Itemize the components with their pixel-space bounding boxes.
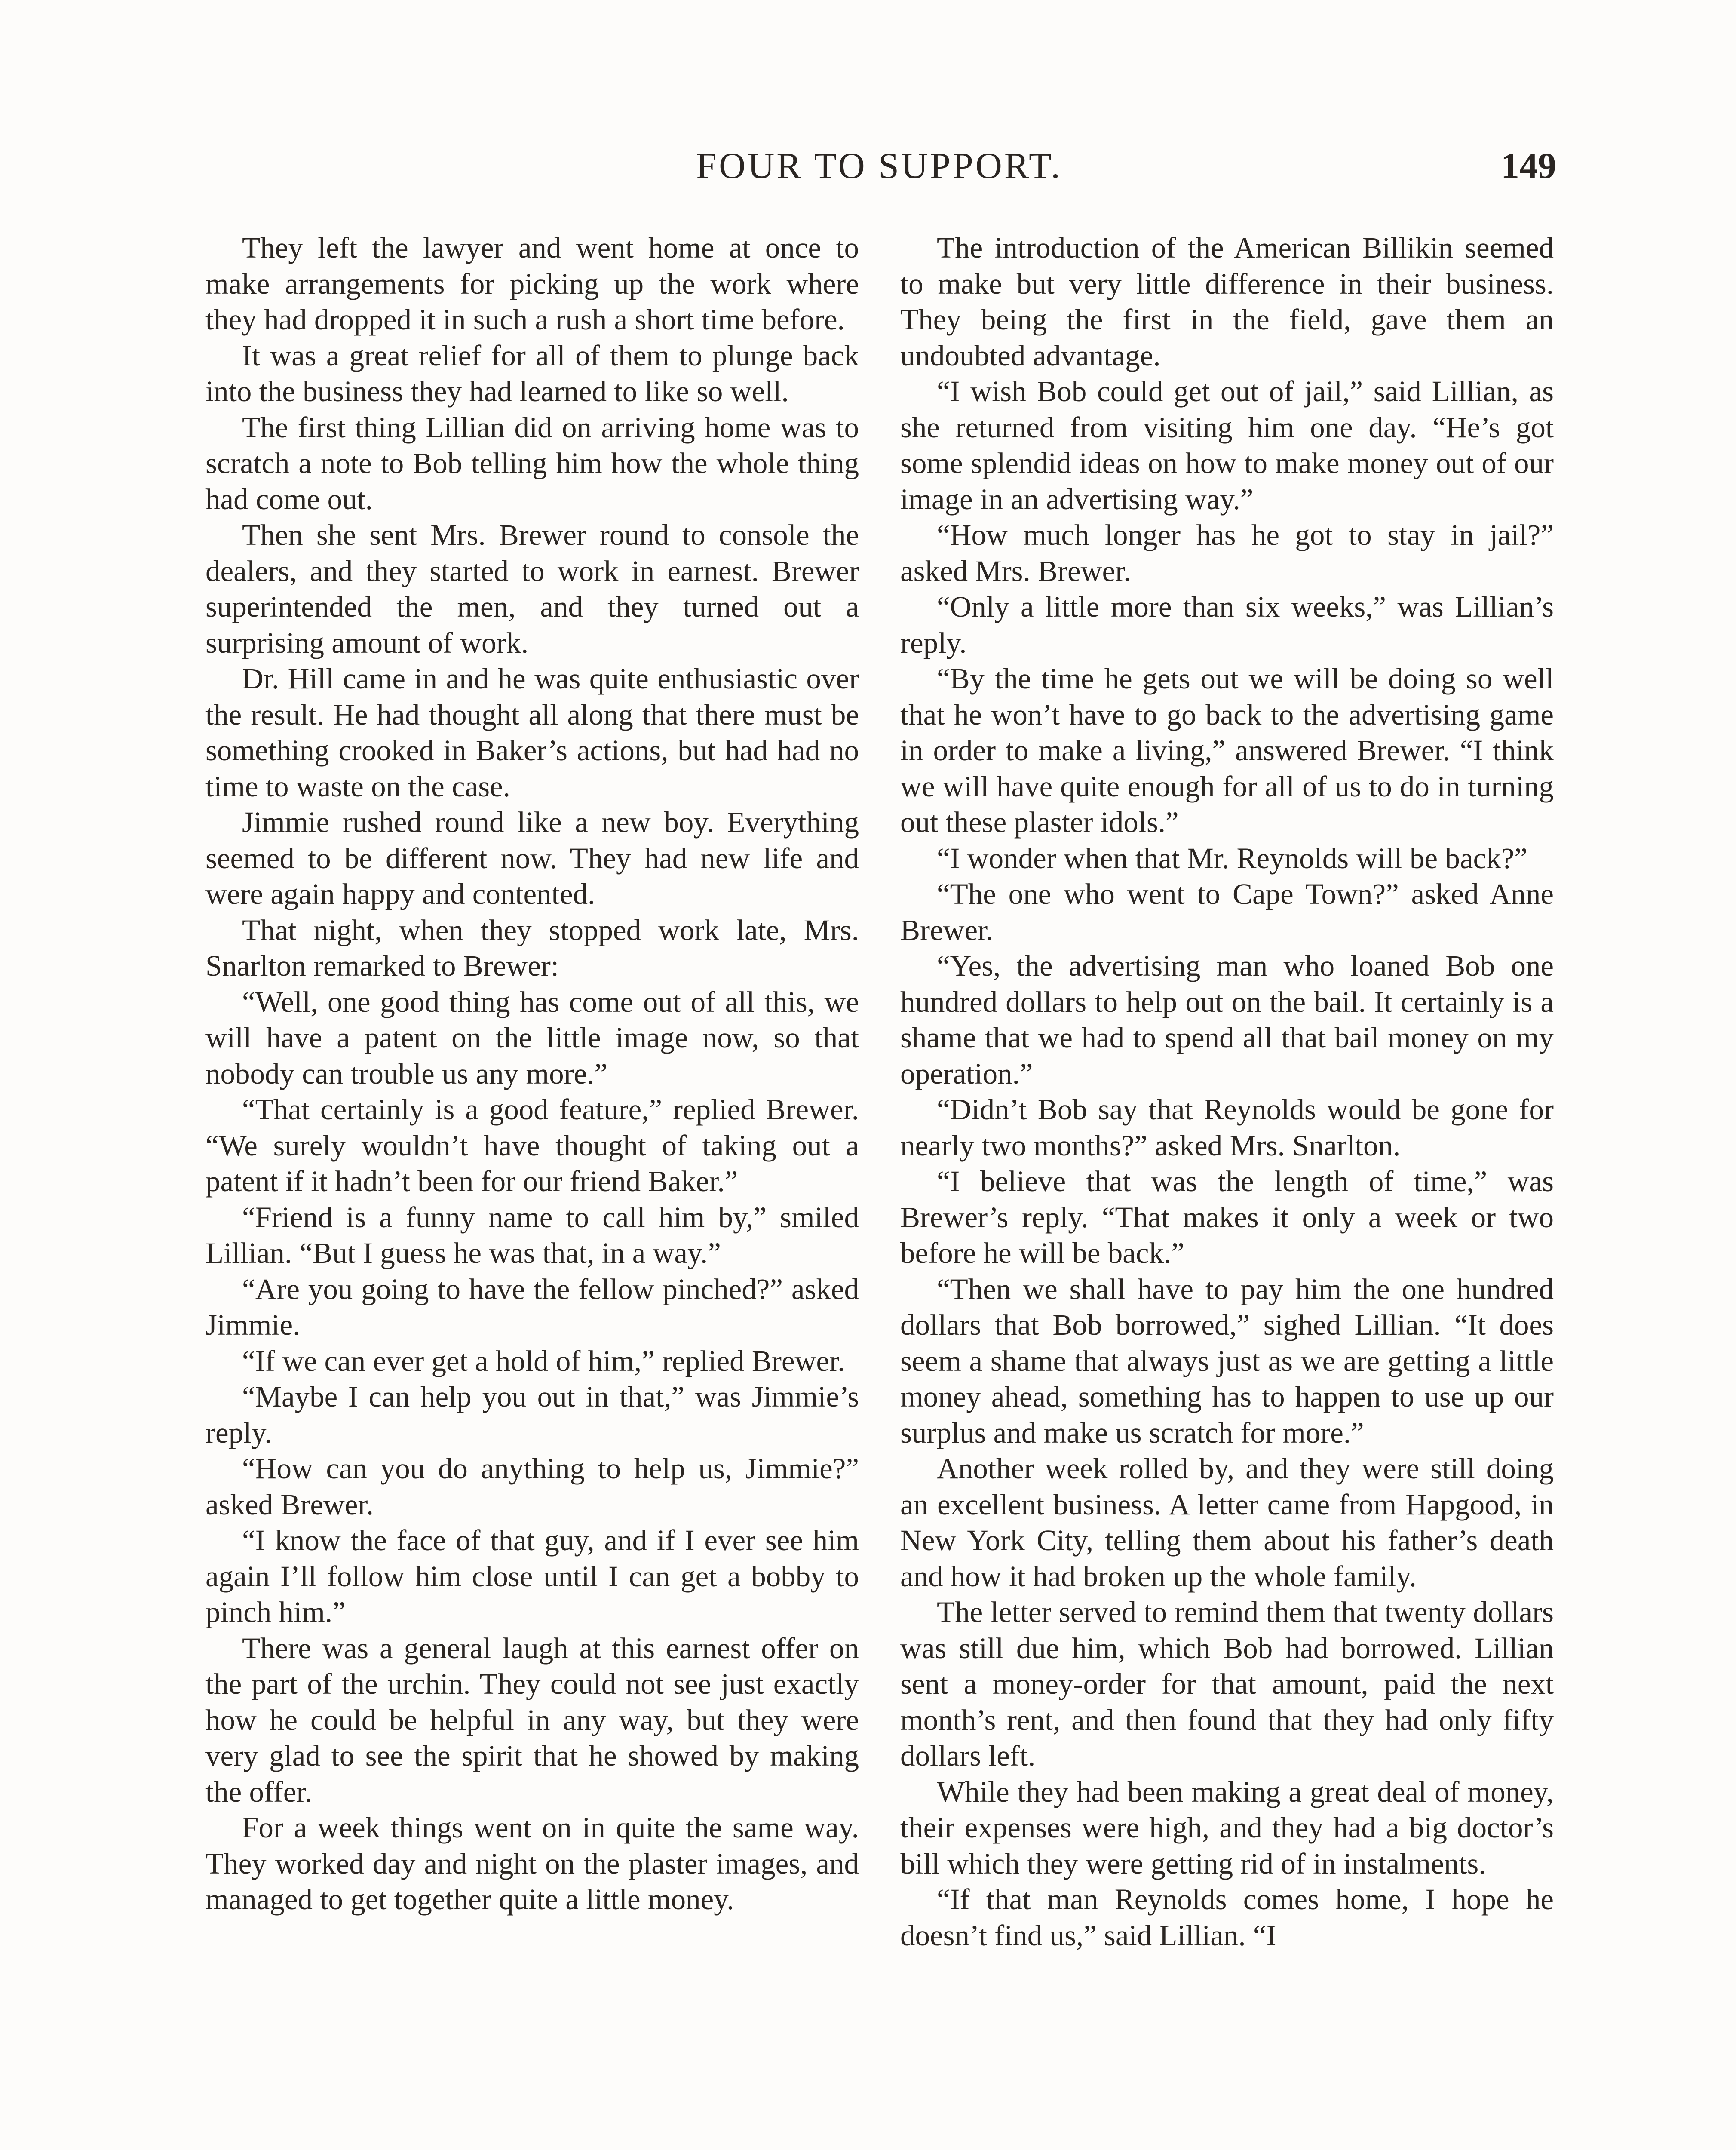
paragraph: “That certainly is a good feature,” replied Brewer. “We surely wouldn’t have thought of taking out a patent if it hadn’t been for our friend Baker.” <box>205 1093 859 1198</box>
paragraph: “Yes, the advertising man who loaned Bob one hundred dollars to help out on the bail. It certainly is a shame that we had to spend all that bail money on my operation.” <box>900 949 1554 1090</box>
paragraph: Then she sent Mrs. Brewer round to console the dealers, and they started to work in earnest. Brewer superintended the men, and they turned out a surprising amount of work. <box>205 519 859 659</box>
paragraph: “I believe that was the length of time,” was Brewer’s reply. “That makes it only a week or two before he will be back.” <box>900 1165 1554 1269</box>
paragraph: “Didn’t Bob say that Reynolds would be gone for nearly two months?” asked Mrs. Snarlton. <box>900 1093 1554 1162</box>
paragraph: Jimmie rushed round like a new boy. Everything seemed to be different now. They had new life and were again happy and contented. <box>205 806 859 910</box>
paragraph: The introduction of the American Billikin seemed to make but very little difference in their business. They being the first in the field, gave them an undoubted advantage. <box>900 231 1554 372</box>
right-column <box>900 230 1554 1953</box>
paragraph: The letter served to remind them that twenty dollars was still due him, which Bob had borrowed. Lillian sent a money-order for that amount, paid the next month’s rent, and then found that they had only fifty dollars left. <box>900 1596 1554 1772</box>
paragraph: “If we can ever get a hold of him,” replied Brewer. <box>242 1344 845 1377</box>
paragraph: It was a great relief for all of them to plunge back into the business they had learned to like so well. <box>205 339 859 408</box>
paragraph: “The one who went to Cape Town?” asked Anne Brewer. <box>900 878 1554 946</box>
paragraph: “Are you going to have the fellow pinched?” asked Jimmie. <box>205 1272 859 1341</box>
paragraph: That night, when they stopped work late, Mrs. Snarlton remarked to Brewer: <box>205 913 859 982</box>
paragraph: “Then we shall have to pay him the one hundred dollars that Bob borrowed,” sighed Lillian. “It does seem a shame that always just as we are getting a little money ahead, something has to happen to use up our surplus and make us scratch for more.” <box>900 1272 1554 1449</box>
paragraph: The first thing Lillian did on arriving home was to scratch a note to Bob telling him how the whole thing had come out. <box>205 411 859 516</box>
page-number: 149 <box>1501 145 1556 186</box>
left-column <box>205 230 859 1918</box>
paragraph: “I know the face of that guy, and if I ever see him again I’ll follow him close until I can get a bobby to pinch him.” <box>205 1524 859 1628</box>
paragraph: “If that man Reynolds comes home, I hope he doesn’t find us,” said Lillian. “I <box>900 1883 1554 1952</box>
paragraph: “By the time he gets out we will be doing so well that he won’t have to go back to the advertising game in order to make a living,” answered Brewer. “I think we will have quite enough for all of us to do in turning out these plaster idols.” <box>900 662 1554 838</box>
page-header <box>202 144 1556 196</box>
paragraph: “I wonder when that Mr. Reynolds will be back?” <box>937 842 1527 875</box>
paragraph: “How much longer has he got to stay in jail?” asked Mrs. Brewer. <box>900 519 1554 587</box>
paragraph: “Only a little more than six weeks,” was Lillian’s reply. <box>900 590 1554 659</box>
paragraph: They left the lawyer and went home at once to make arrangements for picking up the work where they had dropped it in such a rush a short time before. <box>205 231 859 336</box>
paragraph: “I wish Bob could get out of jail,” said Lillian, as she returned from visiting him one day. “He’s got some splendid ideas on how to make money out of our image in an advertising way.” <box>900 375 1554 516</box>
paragraph: Another week rolled by, and they were still doing an excellent business. A letter came from Hapgood, in New York City, telling them about his father’s death and how it had broken up the whole family. <box>900 1452 1554 1593</box>
paragraph: While they had been making a great deal of money, their expenses were high, and they had a big doctor’s bill which they were getting rid of in instalments. <box>900 1775 1554 1880</box>
paragraph: “Well, one good thing has come out of all this, we will have a patent on the little image now, so that nobody can trouble us any more.” <box>205 985 859 1090</box>
running-head: FOUR TO SUPPORT. <box>696 145 1062 186</box>
paragraph: “How can you do anything to help us, Jimmie?” asked Brewer. <box>205 1452 859 1521</box>
paragraph: “Maybe I can help you out in that,” was Jimmie’s reply. <box>205 1380 859 1449</box>
paragraph: For a week things went on in quite the same way. They worked day and night on the plaster images, and managed to get together quite a little money. <box>205 1811 859 1916</box>
paragraph: Dr. Hill came in and he was quite enthusiastic over the result. He had thought all along that there must be something crooked in Baker’s actions, but had had no time to waste on the case. <box>205 662 859 803</box>
paragraph: There was a general laugh at this earnest offer on the part of the urchin. They could not see just exactly how he could be helpful in any way, but they were very glad to see the spirit that he showed by making the offer. <box>205 1631 859 1808</box>
paragraph: “Friend is a funny name to call him by,” smiled Lillian. “But I guess he was that, in a way.” <box>205 1201 859 1269</box>
